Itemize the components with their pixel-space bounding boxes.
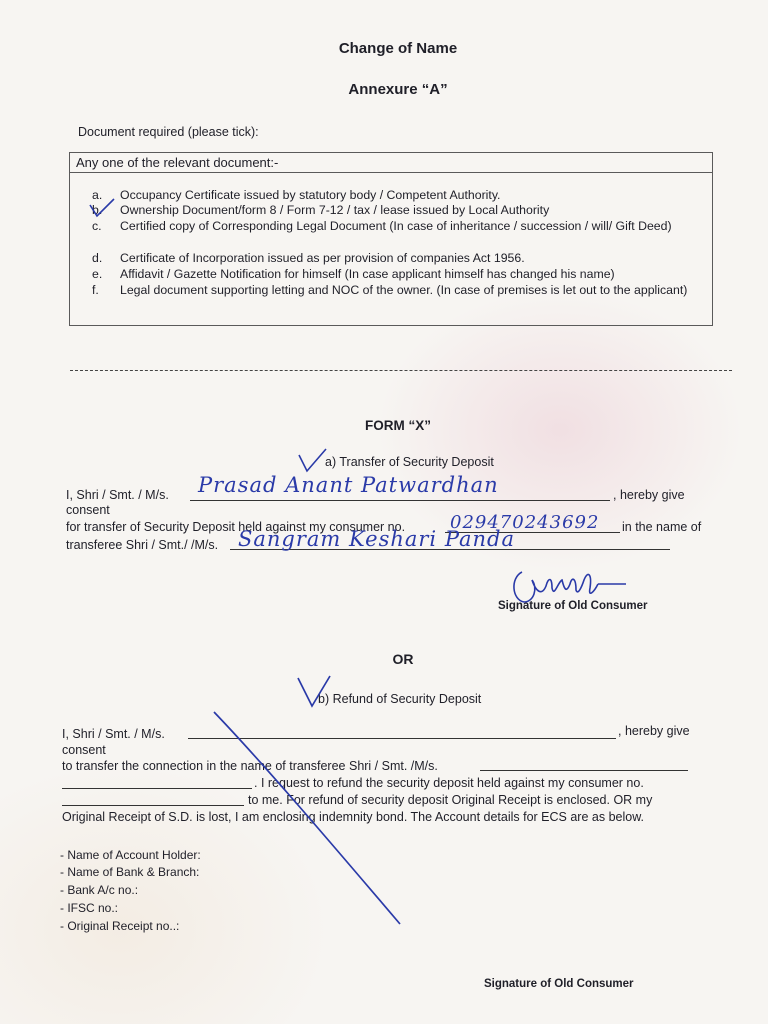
form-x-title: FORM “X” (365, 418, 431, 433)
applicant-name-field[interactable]: Prasad Anant Patwardhan (198, 473, 499, 497)
section-b-line1-suffix: , hereby give (618, 724, 690, 738)
bank-account-field[interactable]: - Bank A/c no.: (60, 883, 139, 897)
section-b-line5: to me. For refund of security deposit Original Receipt is enclosed. OR my (248, 793, 653, 807)
document-text: Legal document supporting letting and NOC of the owner. (In case of premises is let out to the applicant) (120, 283, 688, 297)
document-letter: e. (92, 267, 103, 281)
document-text: Occupancy Certificate issued by statutory body / Competent Authority. (120, 188, 501, 202)
section-a-line1-prefix: I, Shri / Smt. / M/s. (66, 488, 169, 502)
account-holder-field[interactable]: - Name of Account Holder: (60, 848, 201, 862)
documents-required-label: Document required (please tick): (78, 125, 259, 139)
bank-branch-field[interactable]: - Name of Bank & Branch: (60, 865, 200, 879)
section-b-signature-label: Signature of Old Consumer (484, 978, 634, 990)
section-a-line3-suffix: in the name of (622, 520, 702, 534)
document-letter: f. (92, 283, 99, 297)
ifsc-field[interactable]: - IFSC no.: (60, 901, 119, 915)
document-text: Certified copy of Corresponding Legal Document (In case of inheritance / succession / will/ Gift Deed) (120, 219, 672, 233)
transferee-name-field[interactable]: Sangram Keshari Panda (238, 527, 516, 551)
or-separator: OR (392, 651, 414, 667)
section-a-line1-suffix: , hereby give (613, 488, 685, 502)
document-letter: a. (92, 188, 103, 202)
receipt-number-field[interactable]: - Original Receipt no..: (60, 919, 180, 933)
section-b-line6: Original Receipt of S.D. is lost, I am enclosing indemnity bond. The Account details for ECS are as below. (62, 810, 645, 824)
document-text: Ownership Document/form 8 / Form 7-12 / tax / lease issued by Local Authority (120, 203, 550, 217)
section-b-consent: consent (62, 743, 106, 757)
document-text: Affidavit / Gazette Notification for himself (In case applicant himself has changed his name) (120, 267, 615, 281)
section-b-line3: to transfer the connection in the name of transferee Shri / Smt. /M/s. (62, 759, 438, 773)
document-letter: b. (92, 203, 103, 217)
section-a-line4-prefix: transferee Shri / Smt./ /M/s. (66, 538, 219, 552)
section-b-line4: . I request to refund the security deposit held against my consumer no. (254, 776, 644, 790)
document-letter: c. (92, 219, 102, 233)
consumer-number-field[interactable]: 029470243692 (450, 512, 600, 533)
documents-box-heading: Any one of the relevant document:- (70, 153, 712, 173)
section-a-consent: consent (66, 503, 110, 517)
section-a-line3-prefix: for transfer of Security Deposit held against my consumer no. (66, 520, 406, 534)
transfer-security-deposit-heading: a) Transfer of Security Deposit (325, 455, 494, 469)
document-text: Certificate of Incorporation issued as per provision of companies Act 1956. (120, 251, 525, 265)
section-b-line1-prefix: I, Shri / Smt. / M/s. (62, 727, 165, 741)
refund-security-deposit-heading: b) Refund of Security Deposit (318, 692, 482, 706)
section-a-signature-label: Signature of Old Consumer (498, 600, 648, 612)
annexure-title: Annexure “A” (348, 81, 448, 98)
document-letter: d. (92, 251, 103, 265)
page-title: Change of Name (338, 40, 458, 57)
